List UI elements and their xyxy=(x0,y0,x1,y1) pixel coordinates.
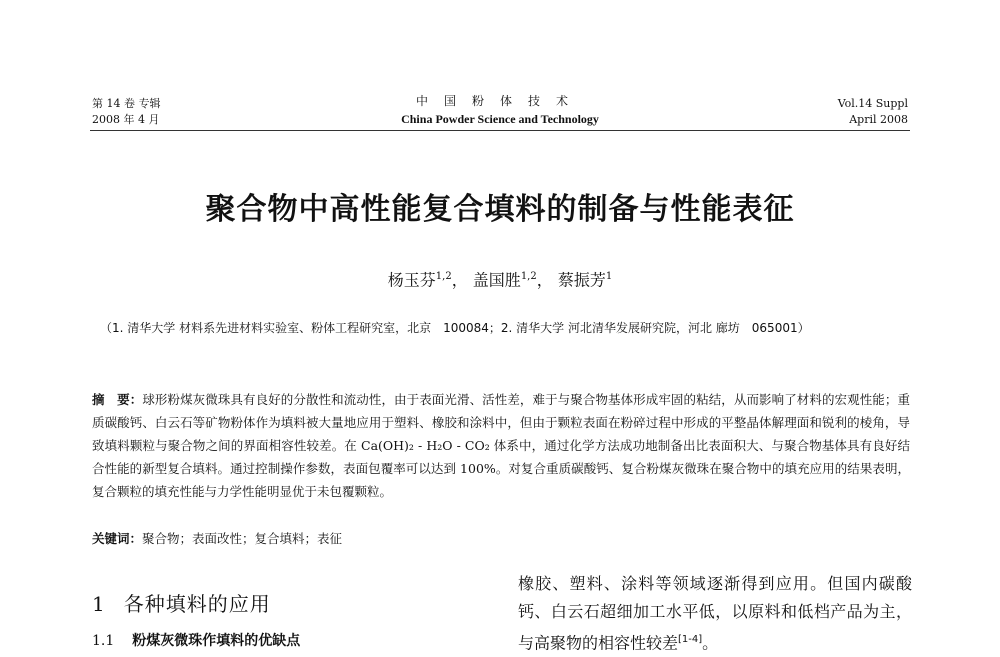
author-name: 盖国胜 xyxy=(472,270,521,290)
keywords xyxy=(92,528,910,550)
paragraph-end: 。 xyxy=(702,633,719,653)
author-affil-mark: 1 xyxy=(605,271,613,282)
paper-title: 聚合物中高性能复合填料的制备与性能表征 xyxy=(205,192,795,227)
subsection-number: 1.1 xyxy=(92,633,115,649)
section-number: 1 xyxy=(92,592,106,616)
volume-issue: 第 14 卷 专辑 xyxy=(92,97,161,110)
author-name: 杨玉芬 xyxy=(387,270,436,290)
subsection-title: 粉煤灰微珠作填料的优缺点 xyxy=(132,633,301,649)
affiliation: （1. 清华大学 材料系先进材料实验室、粉体工程研究室，北京 100084；2. 清华大学 河北清华发展研究院，河北 廊坊 065001） xyxy=(100,321,810,335)
header-divider xyxy=(90,130,910,131)
abstract xyxy=(92,388,910,503)
journal-name-en: China Powder Science and Technology xyxy=(401,112,599,126)
author-name: 蔡振芳 xyxy=(557,270,606,290)
right-column-paragraph xyxy=(518,570,912,657)
journal-name-cn: 中国粉体技术 xyxy=(415,94,584,108)
volume-issue-en: Vol.14 Suppl xyxy=(837,97,908,110)
author-separator: ， xyxy=(451,270,468,290)
paragraph-text: 橡胶、塑料、涂料等领域逐渐得到应用。但国内碳酸钙、白云石超细加工水平低，以原料和低档产品为主，与高聚物的相容性较差 xyxy=(518,574,912,653)
section-heading xyxy=(92,590,271,618)
subsection-heading xyxy=(92,630,300,652)
author-separator: ， xyxy=(536,270,553,290)
publication-date: 2008 年 4 月 xyxy=(92,113,160,126)
citation-ref: [1-4] xyxy=(678,634,703,645)
keywords-text: 聚合物；表面改性；复合填料；表征 xyxy=(142,531,343,546)
author-affil-mark: 1,2 xyxy=(435,271,452,282)
publication-date-en: April 2008 xyxy=(849,113,908,126)
journal-volume-info-en xyxy=(838,96,908,128)
abstract-text: 球形粉煤灰微珠具有良好的分散性和流动性，由于表面光滑、活性差，难于与聚合物基体形成牢固的粘结，从而影响了材料的宏观性能；重质碳酸钙、白云石等矿物粉体作为填料被大量地应用于塑料、橡胶和涂料中，但由于颗粒表面在粉碎过程中形成的平整晶体解理面和锐利的棱角，导致填料颗粒与聚合物之间的界面相容性较差。在 Ca(OH)₂ - H₂O - CO₂ 体系中，通过化学方法成功地制备出比表面积大、与聚合物基体具有良好结合性能的新型复合填料。通过控制操作参数，表面包覆率可以达到 100%。对复合重质碳酸钙、复合粉煤灰微珠在聚合物中的填充应用的结果表明，复合颗粒的填充性能与力学性能明显优于未包覆颗粒。 xyxy=(92,392,910,499)
keywords-label: 关键词： xyxy=(92,531,143,546)
section-title: 各种填料的应用 xyxy=(123,592,271,616)
author-list xyxy=(0,266,1000,291)
author-affil-mark: 1,2 xyxy=(520,271,537,282)
abstract-label: 摘 要： xyxy=(92,392,143,407)
